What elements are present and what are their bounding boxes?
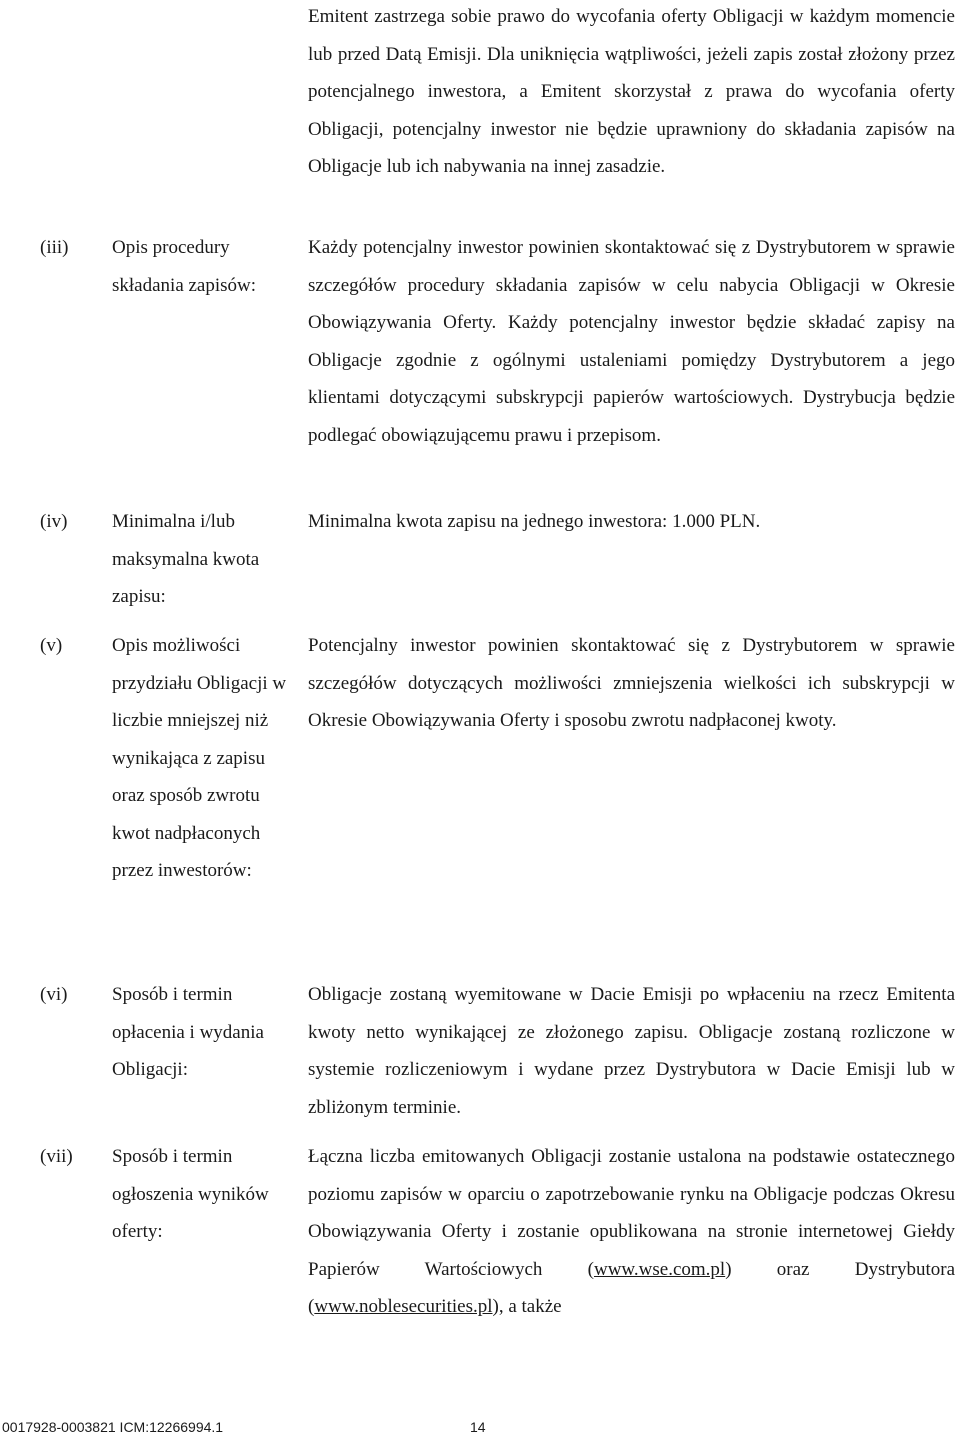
item-text: Minimalna kwota zapisu na jednego inwestora: 1.000 PLN.	[308, 511, 761, 532]
item-number: (vi)	[40, 984, 68, 1005]
item-number: (iv)	[40, 511, 68, 532]
wse-link[interactable]: www.wse.com.pl	[593, 1258, 726, 1280]
item-label: Minimalna i/lub maksymalna kwota zapisu:	[112, 511, 260, 607]
intro-paragraph: Emitent zastrzega sobie prawo do wycofania oferty Obligacji w każdym momencie lub przed Datą Emisji. Dla uniknięcia wątpliwości, jeżeli zapis został złożony przez potencjalnego inwestora, a Emitent skorzystał z prawa do wycofania oferty Obligacji, potencjalny inwestor nie będzie uprawniony do składania zapisów na Obligacje lub ich nabywania na innej zasadzie.	[308, 6, 955, 177]
footer-doc-id: 0017928-0003821 ICM:12266994.1	[2, 1419, 224, 1435]
item-number: (vii)	[40, 1146, 73, 1167]
item-text: Potencjalny inwestor powinien skontaktować się z Dystrybutorem w sprawie szczegółów dotyczących możliwości zmniejszenia wielkości ich subskrypcji w Okresie Obowiązywania Oferty i sposobu zwrotu nadpłaconej kwoty.	[308, 635, 955, 731]
item-text: Każdy potencjalny inwestor powinien skontaktować się z Dystrybutorem w sprawie szczegółów procedury składania zapisów w celu nabycia Obligacji w Okresie Obowiązywania Oferty. Każdy potencjalny inwestor będzie składać zapisy na Obligacje zgodnie z ogólnymi ustaleniami pomiędzy Dystrybutorem a jego klientami dotyczącymi subskrypcji papierów wartościowych. Dystrybucja będzie podlegać obowiązującemu prawu i przepisom.	[308, 237, 955, 446]
item-number: (iii)	[40, 237, 69, 258]
item-text-part: ) oraz Dystrybutora (	[308, 1258, 955, 1317]
noblesecurities-link[interactable]: www.noblesecurities.pl	[314, 1296, 493, 1317]
item-label: Sposób i termin opłacenia i wydania Obligacji:	[112, 984, 264, 1080]
item-text	[308, 1138, 955, 1326]
item-label: Opis możliwości przydziału Obligacji w liczbie mniejszej niż wynikająca z zapisu oraz sposób zwrotu kwot nadpłaconych przez inwestorów:	[112, 635, 287, 881]
item-number: (v)	[40, 635, 63, 656]
item-label: Opis procedury składania zapisów:	[112, 237, 257, 296]
item-text-part: ), a także	[492, 1296, 562, 1317]
footer-page-number: 14	[470, 1419, 486, 1435]
item-text-part: Łączna liczba emitowanych Obligacji zostanie ustalona na podstawie ostatecznego poziomu zapisów w oparciu o zapotrzebowanie rynku na Obligacje podczas Okresu Obowiązywania Oferty i zostanie opublikowana na stronie internetowej Giełdy Papierów Wartościowych (	[308, 1146, 955, 1280]
item-text: Obligacje zostaną wyemitowane w Dacie Emisji po wpłaceniu na rzecz Emitenta kwoty netto wynikającej ze złożonego zapisu. Obligacje zostaną rozliczone w systemie rozliczeniowym i wydane przez Dystrybutora w Dacie Emisji lub w zbliżonym terminie.	[308, 984, 955, 1118]
item-label: Sposób i termin ogłoszenia wyników oferty:	[112, 1146, 269, 1242]
